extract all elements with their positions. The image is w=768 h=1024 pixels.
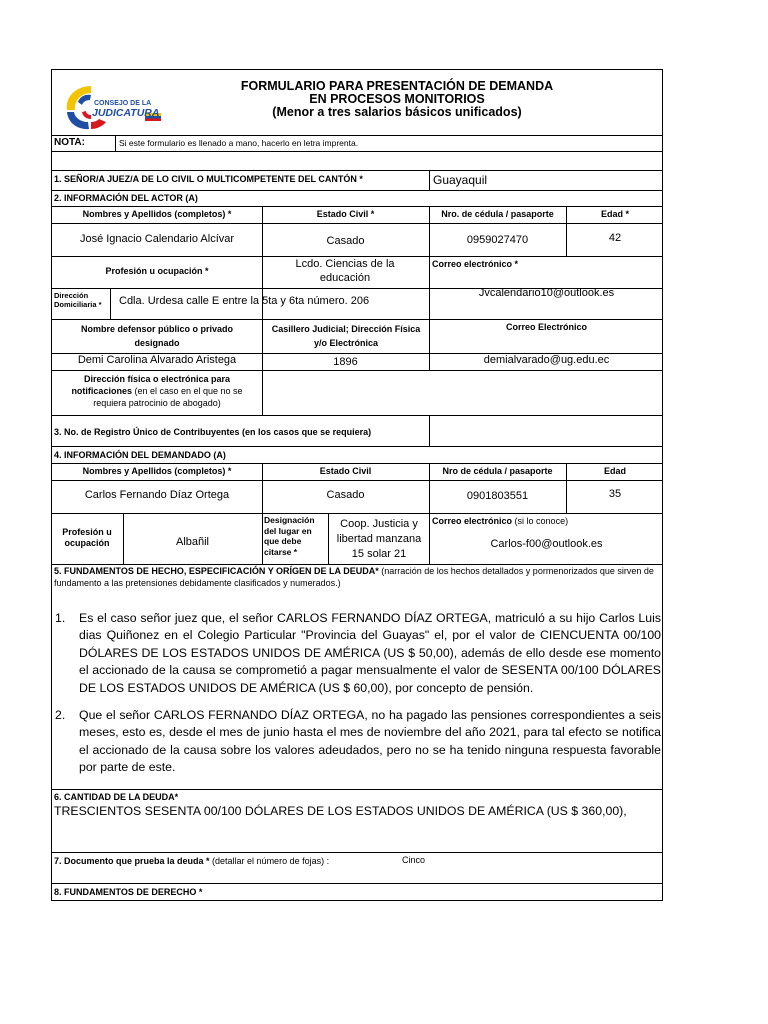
- ruc-label-bold: 3. No. de Registro Único de Contribuyentes: [54, 427, 240, 437]
- demandado-name-value[interactable]: Carlos Fernando Díaz Ortega: [84, 489, 230, 501]
- demandado-correo-value[interactable]: Carlos-f00@outlook.es: [490, 538, 603, 550]
- logo-text-line1: CONSEJO DE LA: [94, 100, 152, 107]
- demandado-profesion-label: Profesión u ocupación: [62, 527, 112, 548]
- demandado-estado-value[interactable]: Casado: [326, 489, 365, 501]
- notificaciones-label: [58, 373, 256, 409]
- actor-name-value[interactable]: José Ignacio Calendario Alcívar: [79, 233, 235, 245]
- fundamentos-derecho-label: 8. FUNDAMENTOS DE DERECHO *: [54, 887, 203, 897]
- fundamentos-hecho-note: (narración de los hechos detallados y pormenorizados que sirven de fundamento a las pretensiones debidamente clasificados y numerados.): [54, 566, 654, 588]
- actor-estado-value[interactable]: Casado: [326, 235, 365, 247]
- defensor-name-value[interactable]: Demi Carolina Alvarado Aristega: [77, 354, 237, 366]
- actor-profesion-label: Profesión u ocupación *: [105, 266, 209, 276]
- actor-cedula-header: Nro. de cédula / pasaporte: [441, 209, 554, 219]
- actor-estado-header: Estado Civil *: [316, 209, 375, 219]
- actor-edad-header: Edad *: [600, 209, 629, 219]
- fundamentos-hecho-title: 5. FUNDAMENTOS DE HECHO, ESPECIFICACIÓN Y ORÍGEN DE LA DEUDA*: [54, 566, 379, 576]
- demandado-section-title: 4. INFORMACIÓN DEL DEMANDADO (A): [54, 450, 226, 460]
- notificaciones-label-bold: Dirección física o electrónica para notificaciones: [71, 374, 231, 396]
- notificaciones-label-note: (en el caso en el que no se requiera patrocinio de abogado): [93, 386, 243, 408]
- fundamentos-hecho-label: [54, 566, 662, 589]
- form-title: FORMULARIO PARA PRESENTACIÓN DE DEMANDA: [240, 79, 554, 93]
- nota-text: Si este formulario es llenado a mano, hacerlo en letra imprenta.: [119, 138, 359, 148]
- documento-prueba-title: 7. Documento que prueba la deuda *: [54, 856, 210, 866]
- actor-cedula-value[interactable]: 0959027470: [466, 234, 529, 246]
- hecho-1-number: 1.: [55, 611, 66, 625]
- canton-value[interactable]: Guayaquil: [433, 173, 488, 187]
- demandado-correo-label-bold: Correo electrónico: [432, 516, 513, 526]
- logo-text-line2: JUDICATURA: [92, 107, 160, 119]
- documento-prueba-label: [54, 856, 329, 867]
- actor-name-header: Nombres y Apellidos (completos) *: [82, 209, 232, 219]
- demandado-correo-label-note: (si lo conoce): [514, 516, 569, 526]
- actor-direccion-value[interactable]: Cdla. Urdesa calle E entre la 5ta y 6ta número. 206: [119, 295, 370, 307]
- nota-label: NOTA:: [54, 137, 85, 148]
- actor-section-title: 2. INFORMACIÓN DEL ACTOR (A): [54, 193, 198, 203]
- demandado-estado-header: Estado Civil: [319, 466, 372, 476]
- cantidad-deuda-value[interactable]: TRESCIENTOS SESENTA 00/100 DÓLARES DE LOS ESTADOS UNIDOS DE AMÉRICA (US $ 360,00),: [54, 804, 627, 818]
- hecho-2-text[interactable]: Que el señor CARLOS FERNANDO DÍAZ ORTEGA, no ha pagado las pensiones correspondientes a seis meses, esto es, desde el mes de junio hasta el mes de noviembre del año 2021, para tal efecto se notifica el accionado de la causa sobre los valores adeudados, pero no se ha tenido ninguna respuesta favorable por parte de este.: [79, 708, 661, 775]
- canton-label: 1. SEÑOR/A JUEZ/A DE LO CIVIL O MULTICOMPETENTE DEL CANTÓN *: [54, 174, 363, 184]
- form-subtitle: EN PROCESOS MONITORIOS: [309, 92, 485, 106]
- actor-direccion-label-2: Domiciliaria *: [54, 300, 102, 309]
- demandado-edad-value[interactable]: 35: [608, 488, 622, 500]
- designacion-value[interactable]: Coop. Justicia y libertad manzana 15 solar 21: [336, 518, 422, 560]
- casillero-label: Casillero Judicial; Dirección Física y/o Electrónica: [271, 324, 421, 348]
- form-subtitle-note: (Menor a tres salarios básicos unificados): [272, 105, 522, 119]
- demandado-edad-header: Edad: [603, 466, 626, 476]
- actor-edad-value[interactable]: 42: [608, 232, 622, 244]
- designacion-label: Designación del lugar en que debe citarse *: [264, 515, 315, 557]
- demandado-cedula-value[interactable]: 0901803551: [466, 490, 529, 502]
- demandado-profesion-value[interactable]: Albañil: [175, 536, 210, 548]
- ruc-label-note: (en los casos que se requiera): [242, 427, 372, 437]
- hecho-2-number: 2.: [55, 708, 66, 722]
- demandado-correo-label: [432, 516, 568, 527]
- demand-form: [51, 69, 663, 901]
- casillero-value[interactable]: 1896: [333, 356, 358, 368]
- judicatura-logo: [61, 82, 166, 134]
- cantidad-deuda-label: 6. CANTIDAD DE LA DEUDA*: [54, 792, 179, 802]
- ruc-label: [54, 427, 371, 438]
- defensor-label: Nombre defensor público o privado designado: [80, 324, 233, 348]
- demandado-cedula-header: Nro de cédula / pasaporte: [442, 466, 553, 476]
- defensor-correo-value[interactable]: demialvarado@ug.edu.ec: [483, 354, 610, 366]
- hecho-1-text[interactable]: Es el caso señor juez que, el señor CARLOS FERNANDO DÍAZ ORTEGA, matriculó a su hijo Carlos Luis dias Quiñonez en el Colegio Particular "Provincia del Guayas" el, por el valor de CIENCUENTA 00/100 DÓLARES DE LOS ESTADOS UNIDOS DE AMÉRICA (US $ 50,00), además de ello desde ese momento el accionado de la causa se comprometió a pagar mensualmente el valor de SESENTA 00/100 DÓLARES DE LOS ESTADOS UNIDOS DE AMÉRICA (US $ 60,00), por concepto de pensión.: [79, 611, 661, 695]
- demandado-name-header: Nombres y Apellidos (completos) *: [82, 466, 232, 476]
- actor-correo-value[interactable]: Jvcalendario10@outlook.es: [478, 287, 615, 299]
- actor-correo-label: Correo electrónico *: [432, 259, 519, 269]
- defensor-correo-label: Correo Electrónico: [505, 322, 588, 332]
- documento-prueba-note: (detallar el número de fojas) :: [209, 856, 330, 866]
- actor-direccion-label-1: Dirección: [54, 291, 89, 300]
- documento-prueba-value[interactable]: Cinco: [402, 855, 426, 865]
- actor-profesion-value[interactable]: Lcdo. Ciencias de la educación: [295, 258, 395, 284]
